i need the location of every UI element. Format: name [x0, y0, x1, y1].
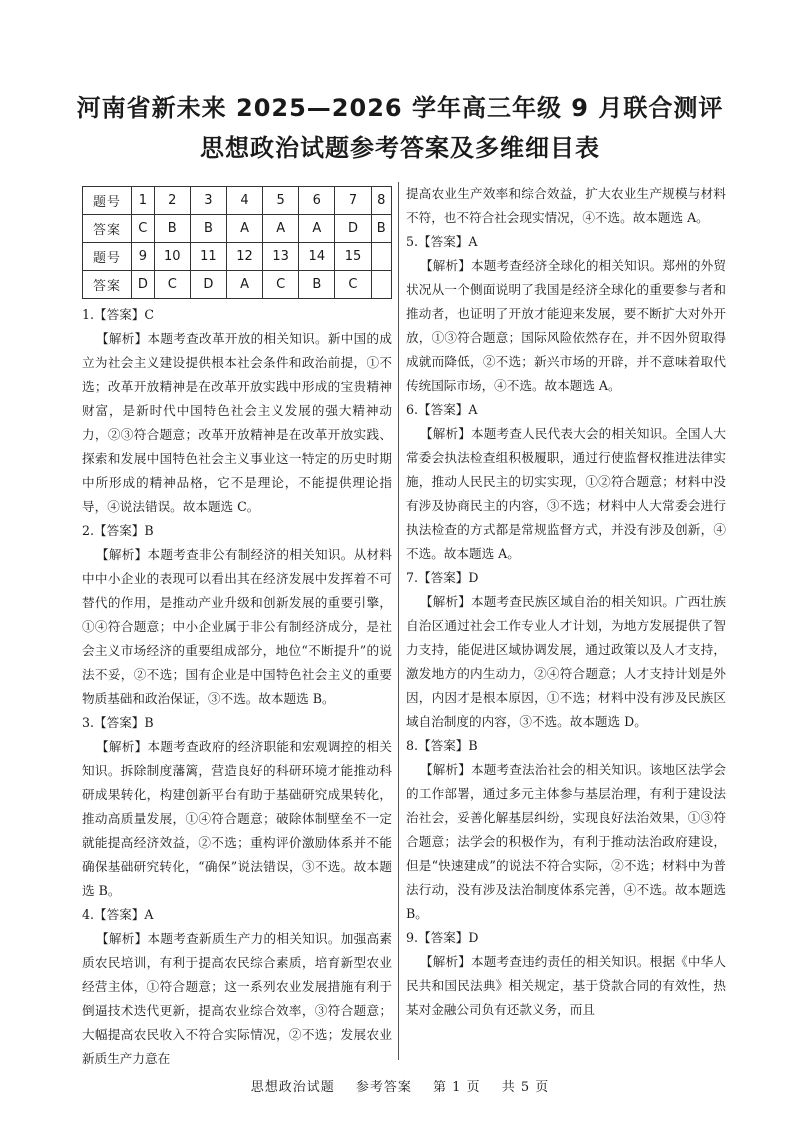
answer-table-cell: A	[226, 271, 262, 299]
answer-table-row	[83, 187, 392, 215]
answer-item	[82, 711, 392, 903]
answer-table-cell: 12	[226, 243, 262, 271]
right-answers	[406, 182, 726, 1022]
left-column	[82, 186, 392, 1071]
answer-table-row-head: 答案	[83, 271, 132, 299]
answer-explanation: 【解析】本题考查改革开放的相关知识。新中国的成立为社会主义建设提供根本社会条件和政治前提，①不选；改革开放精神是在改革开放实践中形成的宝贵精神财富，是新时代中国特色社会主义发展的强大精神动力，②③符合题意；改革开放精神是在改革开放实践、探索和发展中国特色社会主义事业这一特定的历史时期中所形成的精神品格，它不是理论，不能提供理论指导，④说法错误。故本题选 C。	[82, 331, 392, 514]
answer-table-cell: 2	[154, 187, 190, 215]
answer-key: 1.【答案】C	[82, 307, 155, 322]
answer-key: 7.【答案】D	[406, 570, 479, 585]
column-divider	[398, 182, 399, 1060]
page-footer	[0, 1076, 800, 1095]
answer-table	[82, 186, 392, 299]
answer-table-cell: C	[154, 271, 190, 299]
answer-explanation: 【解析】本题考查违约责任的相关知识。根据《中华人民共和国民法典》相关规定，基于贷款合同的有效性，热某对金融公司负有还款义务，而且	[406, 954, 726, 1017]
answer-table-cell: B	[371, 215, 391, 243]
answer-table-cell: 10	[154, 243, 190, 271]
answer-table-cell: B	[299, 271, 335, 299]
answer-table-row-head: 题号	[83, 187, 132, 215]
answer-table-cell: 4	[226, 187, 262, 215]
answer-table-cell: 15	[335, 243, 371, 271]
answer-item	[406, 566, 726, 734]
answer-item	[82, 303, 392, 519]
answer-table-cell: 11	[190, 243, 226, 271]
answer-table-cell	[371, 243, 391, 271]
answer-explanation: 【解析】本题考查非公有制经济的相关知识。从材料中中小企业的表现可以看出其在经济发展中发挥着不可替代的作用，是推动产业升级和创新发展的重要引擎，①④符合题意；中小企业属于非公有制经济成分，是社会主义市场经济的重要组成部分，地位“不断提升”的说法不妥，②不选；国有企业是中国特色社会主义的重要物质基础和政治保证，③不选。故本题选 B。	[82, 547, 392, 706]
answer-key: 2.【答案】B	[82, 523, 154, 538]
answer-item	[82, 519, 392, 711]
answer-key: 6.【答案】A	[406, 402, 478, 417]
answer-table-row-head: 题号	[83, 243, 132, 271]
answer-table-cell: 6	[299, 187, 335, 215]
answer-table-cell: B	[190, 215, 226, 243]
answer-table-cell: 13	[263, 243, 299, 271]
answer-explanation: 【解析】本题考查法治社会的相关知识。该地区法学会的工作部署，通过多元主体参与基层治理，有利于建设法治社会，妥善化解基层纠纷，实现良好法治效果，①③符合题意；法学会的积极作为，有利于推动法治政府建设，但是“快速建成”的说法不符合实际，②不选；材料中为普法行动，没有涉及法治制度体系完善，④不选。故本题选 B。	[406, 762, 726, 921]
answer-table-cell: C	[263, 271, 299, 299]
answer-item	[406, 926, 726, 1022]
answer-key: 4.【答案】A	[82, 907, 154, 922]
answer-table-cell: A	[226, 215, 262, 243]
answer-table-cell: D	[190, 271, 226, 299]
answer-key: 3.【答案】B	[82, 715, 154, 730]
right-column	[406, 182, 726, 1022]
answer-table-cell: 8	[371, 187, 391, 215]
answer-key: 5.【答案】A	[406, 234, 478, 249]
answer-key: 8.【答案】B	[406, 738, 478, 753]
answer-table-cell: 1	[132, 187, 155, 215]
answer-table-cell: A	[263, 215, 299, 243]
answer-explanation: 提高农业生产效率和综合效益，扩大农业生产规模与材料不符，也不符合社会现实情况，④不选。故本题选 A。	[406, 186, 726, 225]
answer-table-cell: 7	[335, 187, 371, 215]
footer-type: 参考答案	[355, 1080, 412, 1095]
footer-page: 第 1 页	[433, 1080, 481, 1095]
answer-table-cell: B	[154, 215, 190, 243]
answer-item	[406, 230, 726, 398]
answer-table-cell: D	[335, 215, 371, 243]
document-subtitle: 思想政治试题参考答案及多维细目表	[200, 134, 600, 162]
answer-table-row	[83, 243, 392, 271]
answer-table-cell: C	[335, 271, 371, 299]
answer-table-row-head: 答案	[83, 215, 132, 243]
answer-table-row	[83, 271, 392, 299]
left-answers	[82, 303, 392, 1071]
answer-table-cell: A	[299, 215, 335, 243]
answer-table-row	[83, 215, 392, 243]
answer-item	[406, 398, 726, 566]
answer-item	[406, 734, 726, 926]
answer-explanation: 【解析】本题考查人民代表大会的相关知识。全国人大常委会执法检查组积极履职，通过行使监督权推进法律实施，推动人民民主的切实实现，①②符合题意；材料中没有涉及协商民主的内容，③不选；材料中人大常委会进行执法检查的方式都是常规监督方式，并没有涉及创新，④不选。故本题选 A。	[406, 426, 726, 561]
answer-table-cell: D	[132, 271, 155, 299]
answer-table-cell: C	[132, 215, 155, 243]
answer-table-cell: 5	[263, 187, 299, 215]
answer-explanation: 【解析】本题考查经济全球化的相关知识。郑州的外贸状况从一个侧面说明了我国是经济全球化的重要参与者和推动者，也证明了开放才能迎来发展，要不断扩大对外开放，①③符合题意；国际风险依然存在，并不因外贸取得成就而降低，②不选；新兴市场的开辟，并不意味着取代传统国际市场，④不选。故本题选 A。	[406, 258, 726, 393]
answer-item	[406, 182, 726, 230]
document-title: 河南省新未来 2025—2026 学年高三年级 9 月联合测评	[76, 94, 724, 122]
answer-explanation: 【解析】本题考查新质生产力的相关知识。加强高素质农民培训，有利于提高农民综合素质，培育新型农业经营主体，①符合题意；这一系列农业发展措施有利于倒逼技术迭代更新，提高农业综合效率，③符合题意；大幅提高农民收入不符合实际情况，②不选；发展农业新质生产力意在	[82, 931, 392, 1066]
footer-total: 共 5 页	[501, 1080, 550, 1095]
answer-explanation: 【解析】本题考查政府的经济职能和宏观调控的相关知识。拆除制度藩篱，营造良好的科研环境才能推动科研成果转化，构建创新平台有助于基础研究成果转化，推动高质量发展，①④符合题意；破除体制壁垒不一定就能提高经济效益，②不选；重构评价激励体系并不能确保基础研究转化，“确保”说法错误，③不选。故本题选 B。	[82, 739, 392, 898]
answer-table-cell: 9	[132, 243, 155, 271]
footer-subject: 思想政治试题	[250, 1080, 335, 1095]
answer-key: 9.【答案】D	[406, 930, 479, 945]
answer-explanation: 【解析】本题考查民族区域自治的相关知识。广西壮族自治区通过社会工作专业人才计划，为地方发展提供了智力支持，能促进区域协调发展，通过政策以及人才支持，激发地方的内生动力，②④符合题意；人才支持计划是外因，内因才是根本原因，①不选；材料中没有涉及民族区域自治制度的内容，③不选。故本题选 D。	[406, 594, 726, 729]
answer-item	[82, 903, 392, 1071]
answer-table-cell: 3	[190, 187, 226, 215]
answer-table-cell	[371, 271, 391, 299]
answer-table-cell: 14	[299, 243, 335, 271]
